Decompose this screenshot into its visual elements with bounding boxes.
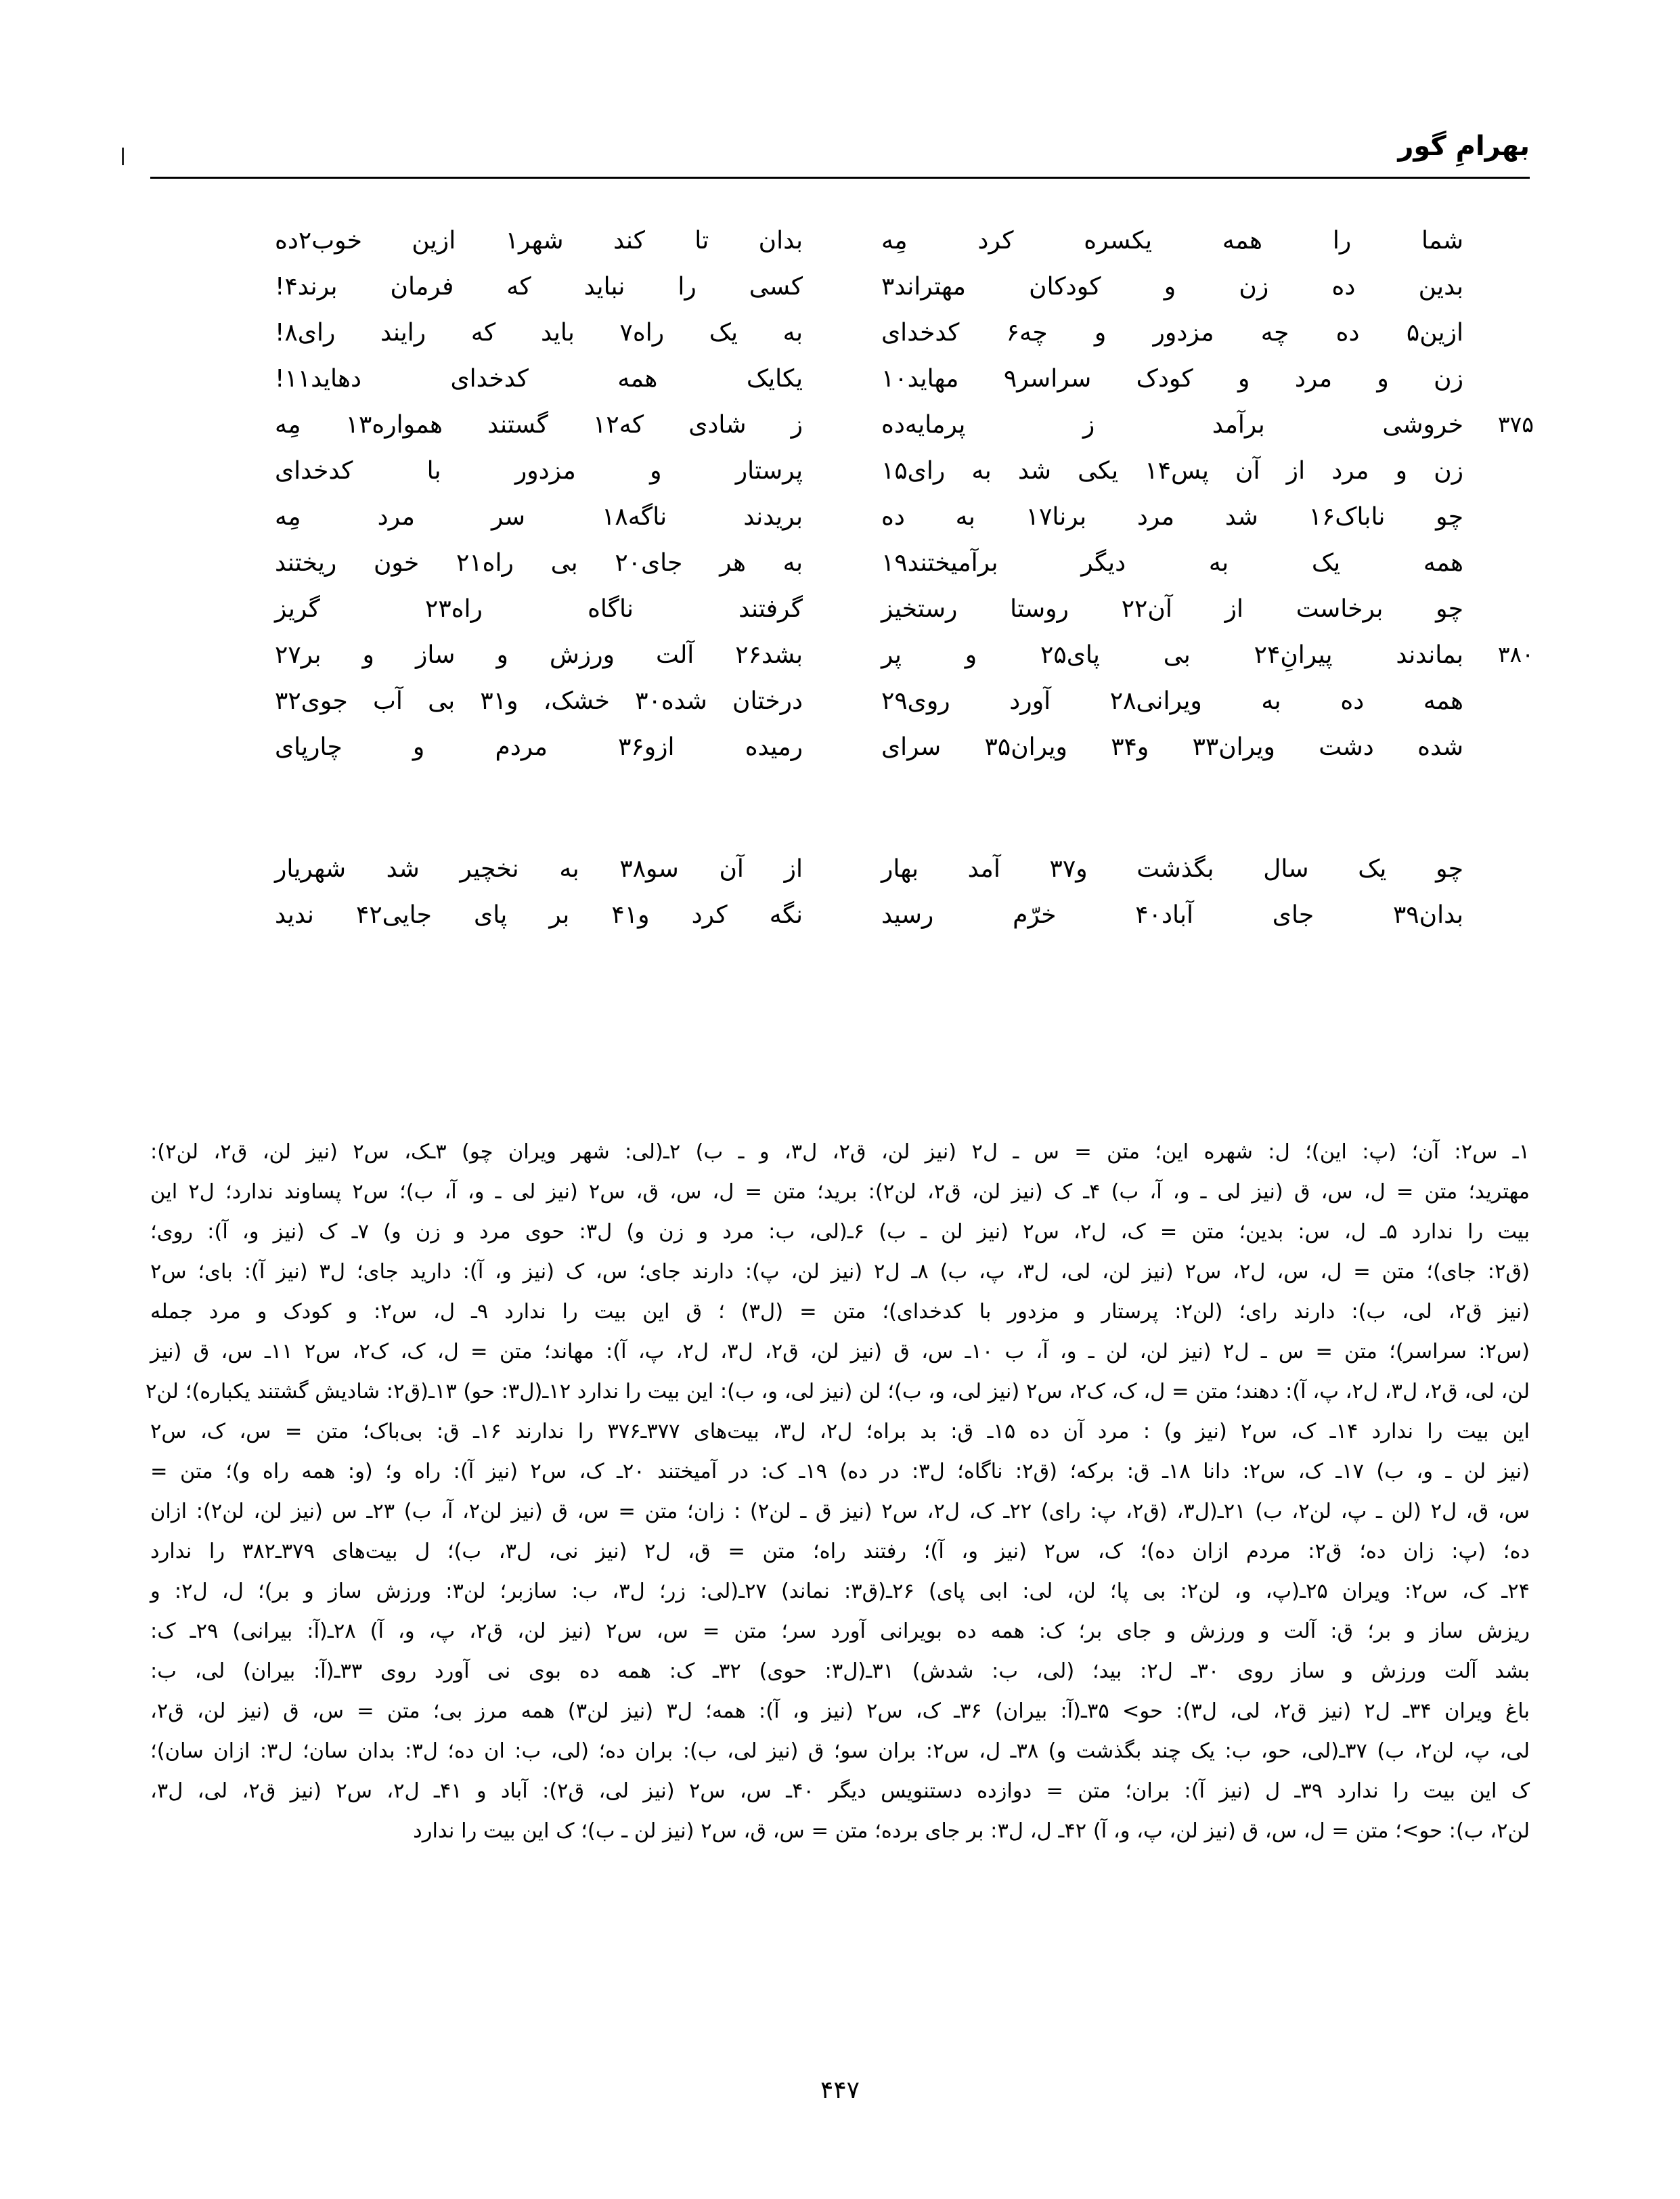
hemistich-left: رمیده ازو۳۶ مردم و چارپای: [275, 733, 803, 761]
hemistich-right: همه ده به ویرانی۲۸ آورد روی۲۹: [881, 687, 1464, 715]
margin-tick-mark: [122, 148, 124, 165]
apparatus-line: بیت را ندارد ۵ـ ل، س: بدین؛ متن = ک، ل۲، س۲ (نیز لن ـ ب) ۶ـ(لی، ب: مرد و زن و) ل۳: حوی مرد و زن و) ۷ـ ک (نیز و، آ): روی؛: [150, 1220, 1530, 1244]
running-head: [150, 133, 1530, 181]
hemistich-left: گرفتند ناگاه راه۲۳ گریز: [275, 595, 803, 623]
hemistich-right: ازین۵ ده چه مزدور و چه۶ کدخدای: [881, 319, 1463, 347]
apparatus-line: ۲۴ـ ک، س۲: ویران ۲۵ـ(پ، و، لن۲: بی پا؛ لن، لی: ابی پای) ۲۶ـ(ق۳: نماند) ۲۷ـ(لی: زر؛ ل۳، ب: سازبر؛ لن۳: ورزش ساز و بر)؛ ل، ل۲: و: [150, 1580, 1530, 1603]
apparatus-line: ک این بیت را ندارد ۳۹ـ ل (نیز آ): بران؛ متن = دوازده دستنویس دیگر ۴۰ـ س، س۲ (نیز لی، ق۲): آباد و ۴۱ـ ل۲، س۲ (نیز ق۲، لی، ل۳،: [150, 1779, 1530, 1803]
hemistich-left: بشد۲۶ آلت ورزش و ساز و بر۲۷: [275, 641, 803, 669]
hemistich-left: از آن سو۳۸ به نخچیر شد شهریار: [275, 855, 803, 883]
verse-couplet: [150, 730, 1530, 776]
hemistich-right: زن و مرد و کودک سراسر۹ مهاید۱۰: [881, 365, 1463, 393]
verse-couplet: [150, 898, 1530, 944]
page-title: بهرامِ گور: [1398, 131, 1530, 162]
hemistich-right: زن و مرد از آن پس۱۴ یکی شد به رای۱۵: [881, 457, 1464, 485]
verse-couplet: [150, 408, 1534, 454]
verse-couplet: [150, 638, 1534, 684]
folio-number: ۴۴۷: [820, 2076, 860, 2104]
apparatus-line: س، ق، ل۲ (لن ـ پ، لن۲، ب) ۲۱ـ(ل۳، (ق۲، پ: رای) ۲۲ـ ک، ل۲، س۲ (نیز ق ـ لن۲) : زان؛ متن = س، ق (نیز لن۲، آ، ب) ۲۳ـ س (نیز لن، لن۲): ازان: [150, 1500, 1530, 1523]
hemistich-right: شما را همه یکسره کرد مِه: [881, 227, 1463, 255]
verse-couplet: [150, 852, 1530, 898]
hemistich-right: خروشی برآمد ز پرمایه‌ده: [881, 411, 1463, 439]
hemistich-left: ز شادی که۱۲ گستند همواره۱۳ مِه: [275, 411, 803, 439]
apparatus-line: ریزش ساز و بر؛ ق: آلت و ورزش و جای بر؛ ک: همه ده بویرانی آورد سر؛ متن = س، س۲ (نیز لن، ق۲، پ، و، آ) ۲۸ـ(آ: بیرانی) ۲۹ـ ک:: [150, 1619, 1530, 1643]
hemistich-right: همه یک به دیگر برآمیختند۱۹: [881, 549, 1463, 577]
hemistich-left: به یک راه۷ باید که رایند رای۸!: [275, 319, 803, 347]
header-rule: [150, 177, 1530, 179]
apparatus-line: لی، پ، لن۲، ب) ۳۷ـ(لی، حو، ب: یک چند بگذشت و) ۳۸ـ ل، س۲: بران سو؛ ق (نیز لی، ب): بران ده؛ (لی، ب: ان ده؛ ل۳: بدان سان؛ ل۳: ازان سان)؛: [150, 1739, 1530, 1763]
hemistich-right: بماندند پیرانِ۲۴ بی پای۲۵ و پر: [881, 641, 1464, 669]
verse-number: ۳۷۵: [1497, 411, 1534, 437]
verse-couplet: [150, 223, 1530, 269]
verse-number: ۳۸۰: [1497, 641, 1534, 668]
apparatus-line: (نیز ق۲، لی، ب): دارند رای؛ (لن۲: پرستار و مزدور با کدخدای)؛ متن = (ل۳) ؛ ق این بیت را ندارد ۹ـ ل، س۲: و کودک و مرد جمله: [150, 1300, 1530, 1324]
hemistich-left: یکایک همه کدخدای دهاید۱۱!: [275, 365, 803, 393]
hemistich-right: بدان۳۹ جای آباد۴۰ خرّم رسید: [881, 901, 1463, 929]
hemistich-right: چو برخاست از آن۲۲ روستا رستخیز: [881, 595, 1463, 623]
hemistich-left: درختان شده۳۰ خشک، و۳۱ بی آب جوی۳۲: [275, 687, 803, 715]
hemistich-left: به هر جای۲۰ بی راه۲۱ خون ریختند: [275, 549, 803, 577]
hemistich-left: بریدند ناگه۱۸ سر مرد مِه: [275, 503, 803, 531]
apparatus-line: (ق۲: جای)؛ متن = ل، س، ل۲، س۲ (نیز لن، لی، ل۳، پ، ب) ۸ـ ل۲ (نیز لن، پ): دارند جای؛ س، ک (نیز و، آ): دارید جای؛ ل۳ (نیز آ): بای؛ س۲: [150, 1260, 1530, 1284]
verse-couplet: [150, 546, 1530, 592]
verse-couplet: [150, 454, 1530, 500]
critical-apparatus: [146, 1132, 1530, 1851]
apparatus-line: لن۲، ب): حو>؛ متن = ل، س، ق (نیز لن، پ، و، آ) ۴۲ـ ل، ل۳: بر جای برده؛ متن = س، ق، س۲ (نیز لن ـ ب)؛ ک این بیت را ندارد: [413, 1819, 1530, 1843]
hemistich-right: شده دشت ویران۳۳ و۳۴ ویران۳۵ سرای: [881, 733, 1464, 761]
hemistich-left: نگه کرد و۴۱ بر پای جایی۴۲ ندید: [275, 901, 803, 929]
verse-couplet: [150, 592, 1530, 638]
apparatus-line: (نیز لن ـ و، ب) ۱۷ـ ک، س۲: دانا ۱۸ـ ق: برکه؛ (ق۲: ناگاه؛ ل۳: در ده) ۱۹ـ ک: در آمیختند ۲۰ـ ک، س۲ (نیز آ): راه و؛ (و: همه راه و)؛ متن =: [150, 1460, 1530, 1483]
hemistich-right: بدین ده زن و کودکان مهتراند۳: [881, 273, 1463, 301]
hemistich-left: پرستار و مزدور با کدخدای: [275, 457, 803, 485]
apparatus-line: باغ ویران ۳۴ـ ل۲ (نیز ق۲، لی، ل۳): حو> ۳۵ـ(آ: بیران) ۳۶ـ ک، س۲ (نیز و، آ): همه؛ ل۳ (نیز لن۳) همه مرز بی؛ متن = س، ق (نیز لن، ق۲،: [150, 1699, 1530, 1723]
hemistich-left: کسی را نباید که فرمان برند۴!: [275, 273, 803, 301]
verse-area: [150, 223, 1534, 944]
verse-couplet: [150, 362, 1530, 408]
apparatus-line: (س۲: سراسر)؛ متن = س ـ ل۲ (نیز لن، لن ـ و، آ، ب ۱۰ـ س، ق (نیز لن، ق۲، ل۳، ل۲، پ، آ): مهاند؛ متن = ل، ک، ک۲، س۲ ۱۱ـ س، ق (نیز: [150, 1340, 1530, 1364]
verse-couplet: [150, 269, 1530, 315]
verse-couplet: [150, 684, 1530, 730]
hemistich-right: چو یک سال بگذشت و۳۷ آمد بهار: [881, 855, 1463, 883]
verse-couplet: [150, 500, 1530, 546]
hemistich-left: بدان تا کند شهر۱ ازین خوب۲ده: [275, 227, 803, 255]
apparatus-line: لن، لی، ق۲، ل۳، ل۲، پ، آ): دهند؛ متن = ل، ک، ک۲، س۲ (نیز لی، و، ب)؛ لن (نیز لی، و، ب): این بیت را ندارد ۱۲ـ(ل۳: حو) ۱۳ـ(ق۲: شادیش گشتند یکباره)؛ لن۲: [146, 1380, 1530, 1403]
verse-couplet: [150, 315, 1530, 362]
apparatus-line: ۱ـ س۲: آن؛ (پ: این)؛ ل: شهره این؛ متن = س ـ ل۲ (نیز لن، ق۲، ل۳، و ـ ب) ۲ـ(لی: شهر ویران چو) ۳ـک، س۲ (نیز لن، ق۲، لن۲):: [150, 1140, 1530, 1164]
hemistich-right: چو ناباک۱۶ شد مرد برنا۱۷ به ده: [881, 503, 1463, 531]
apparatus-line: ده؛ (پ: زان ده؛ ق۲: مردم ازان ده)؛ ک، س۲ (نیز و، آ)؛ رفتند راه؛ متن = ق، ل۲ (نیز نی، ل۳، ب)؛ ل بیت‌های ۳۷۹ـ۳۸۲ را ندارد: [150, 1540, 1530, 1563]
apparatus-line: مهترید؛ متن = ل، س، ق (نیز لی ـ و، آ، ب) ۴ـ ک (نیز لن، ق۲، لن۲): برید؛ متن = ل، س، ق، س۲ (نیز لی ـ و، آ، ب)؛ س۲ پساوند ندارد؛ ل۲ این: [150, 1180, 1530, 1204]
apparatus-line: این بیت را ندارد ۱۴ـ ک، س۲ (نیز و) : مرد آن ده ۱۵ـ ق: بد براه؛ ل۲، ل۳، بیت‌های ۳۷۷ـ۳۷۶ را ندارند ۱۶ـ ق: بی‌باک؛ متن = س، ک، س۲: [150, 1420, 1530, 1443]
apparatus-line: بشد آلت ورزش و ساز روی ۳۰ـ ل۲: بید؛ (لی، ب: شدش) ۳۱ـ(ل۳: حوی) ۳۲ـ ک: همه ده بوی نی آورد روی ۳۳ـ(آ: بیران) لی، ب:: [150, 1659, 1530, 1683]
